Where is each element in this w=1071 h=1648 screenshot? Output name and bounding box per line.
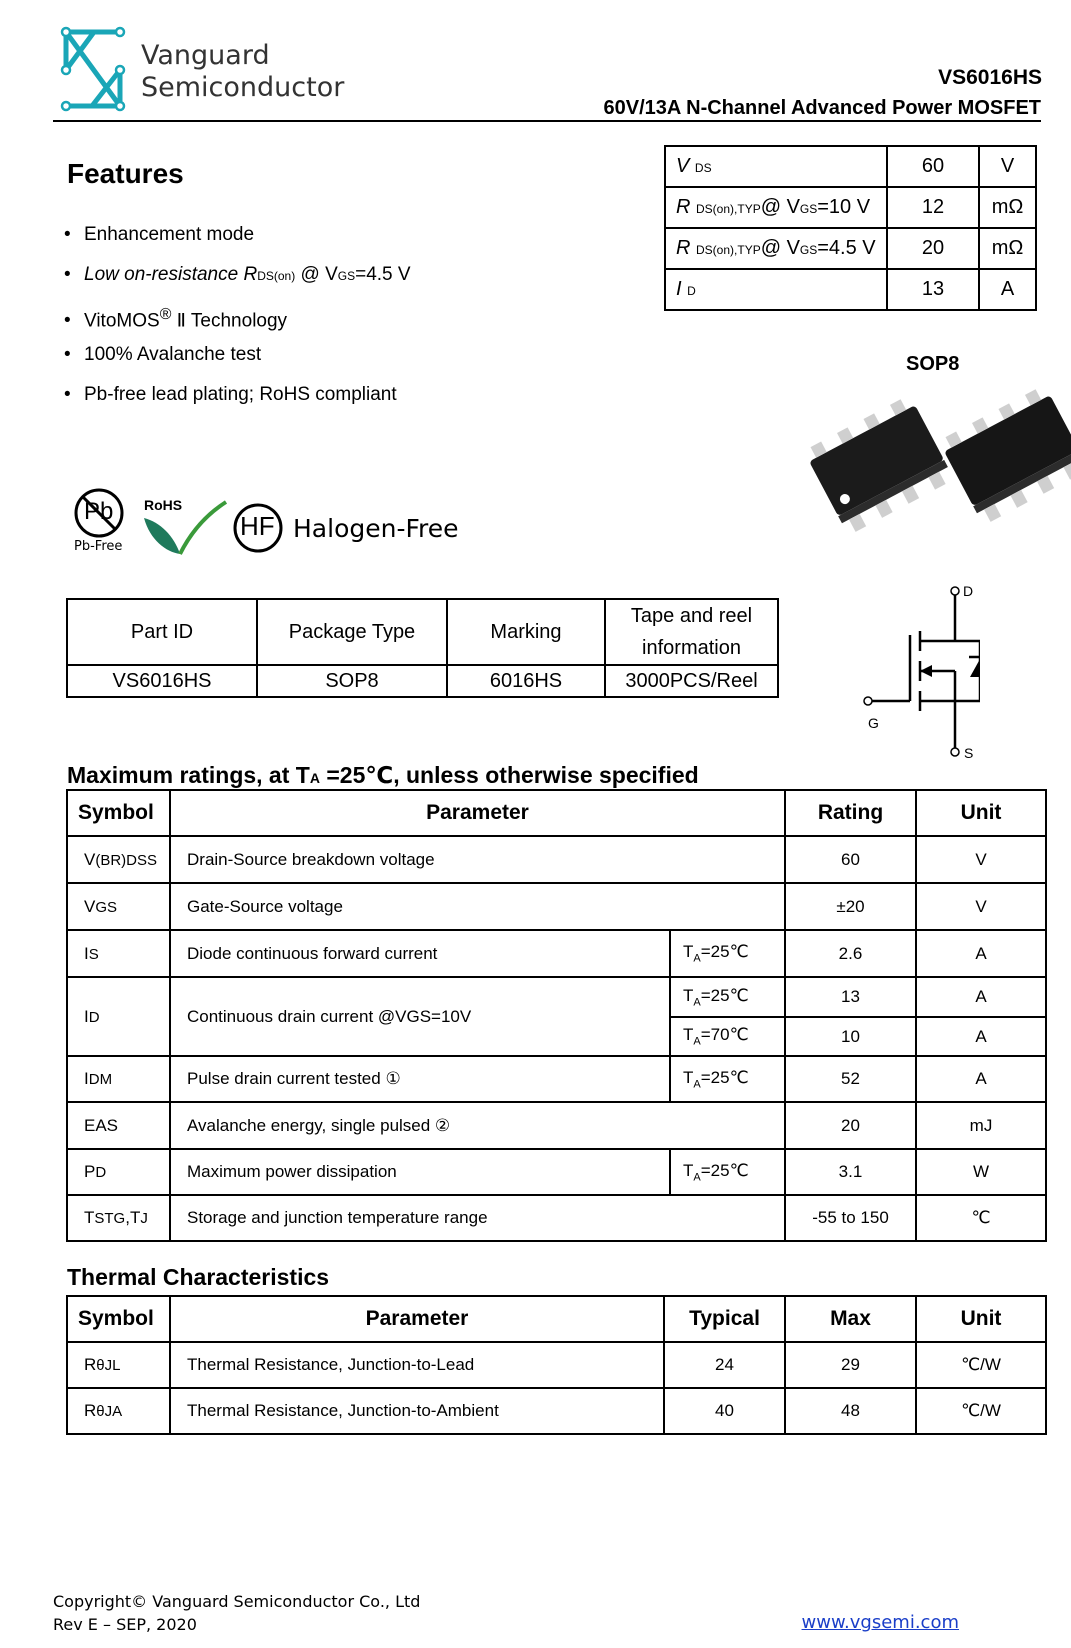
footer-revision: Rev E – SEP, 2020 — [53, 1615, 197, 1634]
table-row: I D 13 A — [665, 269, 1036, 310]
rohs-leaf-icon — [140, 500, 230, 556]
vanguard-logo-icon — [58, 26, 128, 112]
key-specs-table — [664, 145, 1037, 311]
table-row: IDM Pulse drain current tested ① $T_A=25℃$ 52 A — [67, 1056, 1046, 1102]
table-row: RθJA Thermal Resistance, Junction-to-Ambient 40 48 ℃/W — [67, 1388, 1046, 1434]
company-name-line2: Semiconductor — [141, 72, 345, 103]
header-rule — [53, 120, 1041, 122]
table-row: Symbol Parameter Typical Max Unit — [67, 1296, 1046, 1342]
drain-pin-label: D — [963, 583, 974, 599]
footer-website-link[interactable]: www.vgsemi.com — [801, 1612, 959, 1633]
table-row: VS6016HS SOP8 6016HS 3000PCS/Reel — [67, 665, 778, 697]
table-row: V(BR)DSS Drain-Source breakdown voltage 60 V — [67, 836, 1046, 883]
table-row: IS Diode continuous forward current $T_A=25℃$ 2.6 A — [67, 930, 1046, 977]
table-row: V DS 60 V — [665, 146, 1036, 187]
sop8-package-image — [785, 385, 1071, 560]
table-row: Symbol Parameter Rating Unit — [67, 790, 1046, 836]
mosfet-schematic-icon — [860, 585, 980, 765]
feature-item: • Enhancement mode — [64, 223, 411, 263]
features-list — [64, 223, 411, 423]
thermal-title: Thermal Characteristics — [67, 1264, 330, 1290]
halogen-free-label: Halogen-Free — [293, 514, 459, 543]
gate-pin-label: G — [868, 715, 879, 731]
table-row: TSTG,TJ Storage and junction temperature range -55 to 150 ℃ — [67, 1195, 1046, 1241]
company-logo — [58, 26, 128, 112]
rohs-label: RoHS — [144, 497, 183, 513]
package-label: SOP8 — [906, 353, 960, 375]
thermal-table — [66, 1295, 1047, 1435]
table-row: RθJL Thermal Resistance, Junction-to-Lead 24 29 ℃/W — [67, 1342, 1046, 1388]
table-row: PD Maximum power dissipation $T_A=25℃$ 3.1 W — [67, 1149, 1046, 1195]
feature-item: • VitoMOS® Ⅱ Technology — [64, 303, 411, 343]
table-row: $T_A=70℃$ 10 A — [67, 1017, 1046, 1056]
table-row: VGS Gate-Source voltage ±20 V — [67, 883, 1046, 930]
ordering-table — [66, 598, 779, 698]
features-title: Features — [67, 158, 184, 189]
pb-symbol: Pb — [84, 498, 114, 525]
table-row: EAS Avalanche energy, single pulsed ② 20 mJ — [67, 1102, 1046, 1149]
feature-item: • Low on-resistance RDS(on) @ VGS=4.5 V — [64, 263, 411, 303]
part-number: VS6016HS — [938, 66, 1042, 89]
pb-free-label: Pb-Free — [74, 539, 123, 554]
max-ratings-title: Maximum ratings, at TA =25℃, unless otherwise specified — [67, 762, 699, 788]
hf-symbol: HF — [240, 511, 275, 541]
max-ratings-table — [66, 789, 1047, 1242]
feature-item: • Pb-free lead plating; RoHS compliant — [64, 383, 411, 423]
table-row: R DS(on),TYP@ VGS=4.5 V 20 mΩ — [665, 228, 1036, 269]
document-subtitle: 60V/13A N-Channel Advanced Power MOSFET — [603, 97, 1041, 119]
company-name-line1: Vanguard — [141, 40, 270, 71]
table-row: Part ID Package Type Marking Tape and reel information — [67, 599, 778, 665]
source-pin-label: S — [964, 745, 974, 761]
footer-copyright: Copyright© Vanguard Semiconductor Co., Ltd — [53, 1592, 421, 1611]
table-row: ID Continuous drain current @VGS=10V $T_A=25℃$ 13 A — [67, 977, 1046, 1017]
table-row: R DS(on),TYP@ VGS=10 V 12 mΩ — [665, 187, 1036, 228]
feature-item: • 100% Avalanche test — [64, 343, 411, 383]
